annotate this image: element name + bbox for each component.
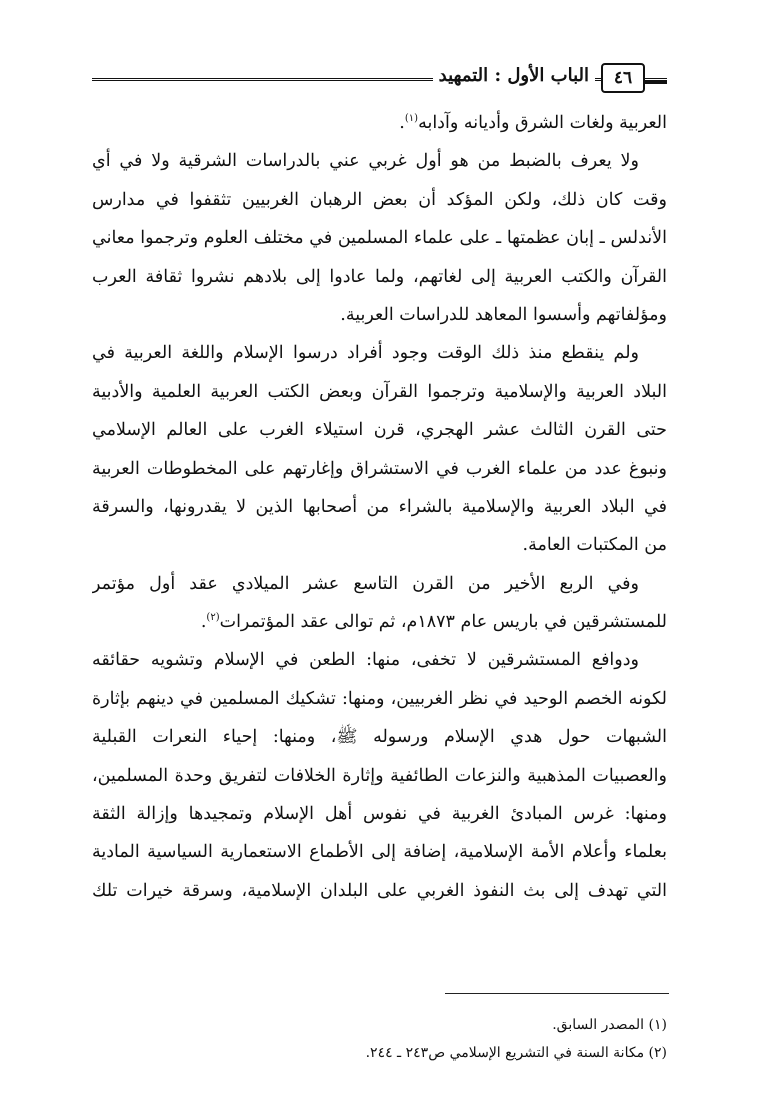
paragraph xyxy=(92,334,667,564)
footnote-text: مكانة السنة في التشريع الإسلامي ص٢٤٣ ـ ٢٤٤. xyxy=(365,1045,645,1061)
text-line xyxy=(92,104,667,142)
footnote-marker: (١) xyxy=(648,1017,667,1033)
text-line: البلاد العربية والإسلامية وترجموا القرآن وبعض الكتب العربية العلمية والأدبية xyxy=(92,381,667,402)
header-rule-cap xyxy=(645,80,667,84)
text-line: الشبهات حول هدي الإسلام ورسوله ﷺ، ومنها: إحياء النعرات القبلية xyxy=(92,727,667,748)
text-line: ومؤلفاتهم وأسسوا المعاهد للدراسات العربية. xyxy=(340,304,667,325)
footnote xyxy=(92,1011,667,1039)
footnote-marker: (٢) xyxy=(648,1045,667,1061)
text-line: ولم ينقطع منذ ذلك الوقت وجود أفراد درسوا الإسلام واللغة العربية في xyxy=(92,343,639,364)
text-line: حتى القرن الثالث عشر الهجري، قرن استيلاء الغرب على العالم الإسلامي xyxy=(92,420,667,441)
line-text: للمستشرقين في باريس عام ١٨٧٣م، ثم توالى عقد المؤتمرات xyxy=(219,612,667,633)
footnotes xyxy=(92,1011,667,1067)
footnote-text: المصدر السابق. xyxy=(552,1017,645,1033)
paragraph xyxy=(92,565,667,642)
paragraph xyxy=(92,104,667,142)
footnote xyxy=(92,1039,667,1067)
line-tail: . xyxy=(200,612,207,633)
text-line: بعلماء وأعلام الأمة الإسلامية، إضافة إلى الأطماع الاستعمارية السياسية المادية xyxy=(92,842,667,863)
body-text xyxy=(92,104,667,910)
text-line: من المكتبات العامة. xyxy=(522,535,667,556)
text-line: ودوافع المستشرقين لا تخفى، منها: الطعن في الإسلام وتشويه حقائقه xyxy=(92,650,639,671)
text-line: والعصبيات المذهبية والنزعات الطائفية وإثارة الخلافات لتفريق وحدة المسلمين، xyxy=(92,765,667,786)
text-line xyxy=(92,603,667,641)
text-line: وقت كان ذلك، ولكن المؤكد أن بعض الرهبان الغربيين تثقفوا في مدارس xyxy=(92,189,667,210)
paragraph xyxy=(92,641,667,910)
running-header xyxy=(92,60,667,94)
paragraph xyxy=(92,142,667,334)
running-title: الباب الأول : التمهيد xyxy=(433,64,595,88)
footnote-ref: (١) xyxy=(404,113,419,125)
text-line: الأندلس ـ إبان عظمتها ـ على علماء المسلمين في مختلف العلوم وترجموا معاني xyxy=(92,228,667,249)
footnote-separator xyxy=(445,993,669,994)
text-line: في البلاد العربية والإسلامية بالشراء من أصحابها الذين لا يقدرونها، والسرقة xyxy=(92,496,667,517)
text-line: التي تهدف إلى بث النفوذ الغربي على البلدان الإسلامية، وسرقة خيرات تلك xyxy=(92,880,667,901)
text-line: ونبوغ عدد من علماء الغرب في الاستشراق وإغارتهم على المخطوطات العربية xyxy=(92,458,667,479)
line-text: العربية ولغات الشرق وأديانه وآدابه xyxy=(418,113,667,133)
line-tail: . xyxy=(399,113,405,133)
text-line: وفي الربع الأخير من القرن التاسع عشر الميلادي عقد أول مؤتمر xyxy=(92,573,639,594)
text-line: ومنها: غرس المبادئ الغربية في نفوس أهل الإسلام وتمجيدها وإزالة الثقة xyxy=(92,804,667,825)
text-line: ولا يعرف بالضبط من هو أول غربي عني بالدراسات الشرقية ولا في أي xyxy=(92,151,639,172)
page-number: ٤٦ xyxy=(601,63,645,93)
text-line: لكونه الخصم الوحيد في نظر الغربيين، ومنها: تشكيك المسلمين في دينهم بإثارة xyxy=(92,688,667,709)
footnote-ref: (٢) xyxy=(206,612,220,624)
text-line: القرآن والكتب العربية إلى لغاتهم، ولما عادوا إلى بلادهم نشروا ثقافة العرب xyxy=(92,266,667,287)
